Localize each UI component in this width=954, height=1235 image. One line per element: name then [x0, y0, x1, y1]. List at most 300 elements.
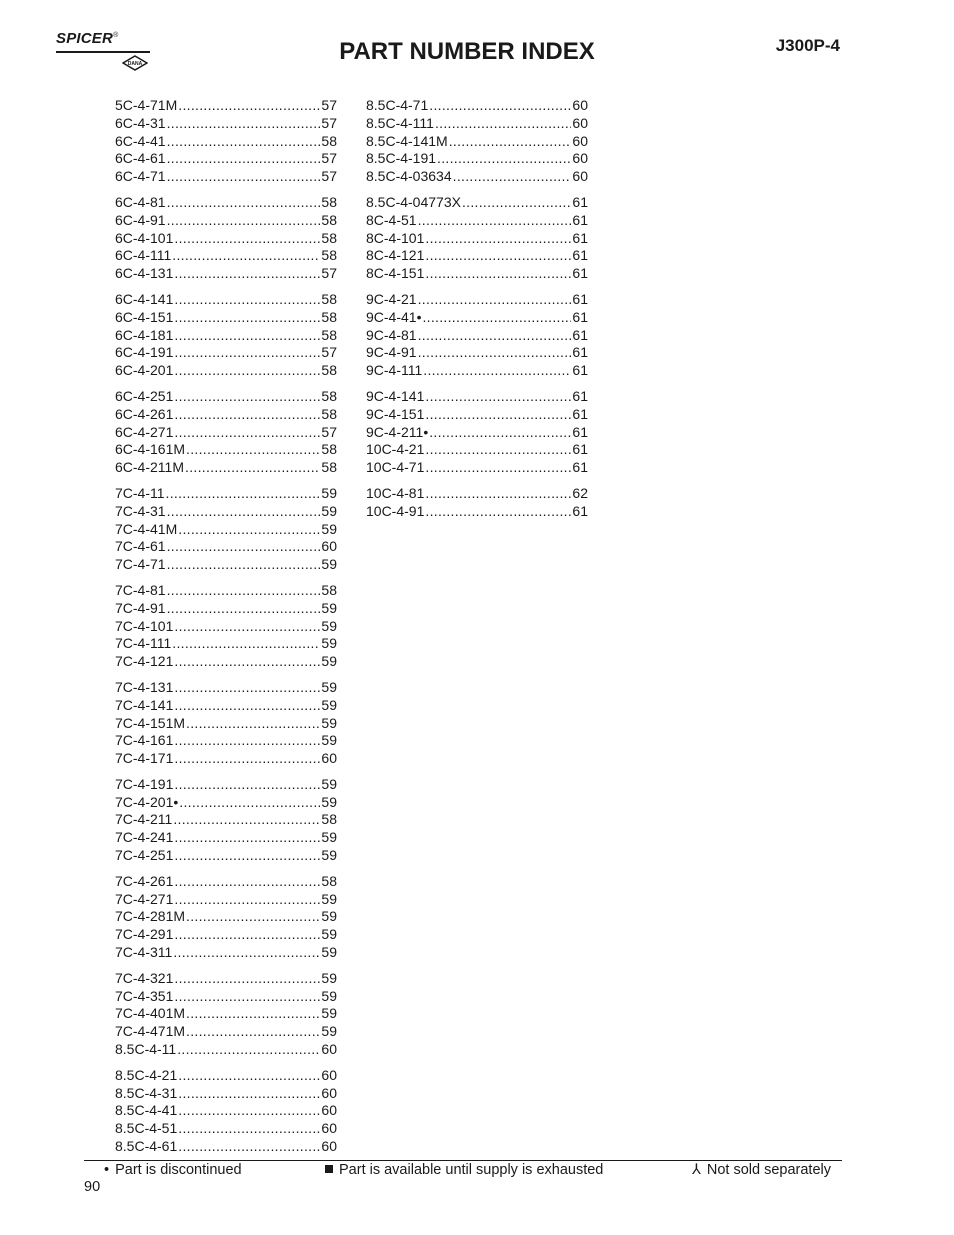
page-reference: 61 — [572, 423, 588, 440]
page-reference: 58 — [321, 290, 337, 307]
index-column-left — [115, 97, 337, 1164]
index-entry — [366, 388, 588, 406]
index-entry — [115, 582, 337, 600]
index-group — [115, 776, 337, 865]
dot-leader — [172, 635, 320, 653]
page-reference: 57 — [321, 114, 337, 131]
page-reference: 61 — [572, 441, 588, 458]
part-number: 7C-4-191 — [115, 775, 174, 792]
part-number: 6C-4-151 — [115, 308, 174, 325]
part-number: 7C-4-151M — [115, 714, 186, 731]
part-number: 8.5C-4-141M — [366, 132, 448, 149]
index-entry — [115, 1085, 337, 1103]
page-reference: 59 — [321, 484, 337, 501]
page-reference: 58 — [321, 326, 337, 343]
part-number: 9C-4-211• — [366, 423, 429, 440]
part-number: 8.5C-4-04773X — [366, 193, 461, 210]
dot-leader — [167, 503, 321, 521]
part-number: 6C-4-211M — [115, 459, 184, 476]
part-number: 6C-4-181 — [115, 326, 174, 343]
part-number: 6C-4-91 — [115, 211, 166, 228]
index-group — [115, 388, 337, 477]
dot-leader — [166, 485, 321, 503]
index-entry — [115, 732, 337, 750]
dot-leader — [174, 230, 320, 248]
dot-leader — [174, 988, 320, 1006]
page-reference: 59 — [321, 793, 337, 810]
part-number: 7C-4-471M — [115, 1023, 186, 1040]
index-entry — [115, 247, 337, 265]
part-number: 6C-4-101 — [115, 229, 174, 246]
part-number: 6C-4-41 — [115, 132, 166, 149]
index-group — [115, 485, 337, 574]
page-title: PART NUMBER INDEX — [339, 38, 595, 65]
index-entry — [366, 327, 588, 345]
dot-leader — [186, 1005, 320, 1023]
page-reference: 60 — [572, 132, 588, 149]
dot-leader — [167, 150, 321, 168]
index-entry — [115, 1005, 337, 1023]
index-group — [115, 873, 337, 962]
registered-mark: ® — [113, 32, 119, 39]
page-number: 90 — [84, 1179, 101, 1195]
part-number: 7C-4-241 — [115, 829, 174, 846]
index-entry — [115, 847, 337, 865]
index-entry — [115, 1041, 337, 1059]
dot-leader — [167, 538, 321, 556]
index-entry — [366, 133, 588, 151]
index-entry — [115, 538, 337, 556]
dot-leader — [167, 194, 321, 212]
dot-leader — [186, 908, 320, 926]
part-number: 7C-4-91 — [115, 599, 166, 616]
page-reference: 61 — [572, 290, 588, 307]
page-reference: 60 — [321, 1102, 337, 1119]
dot-leader — [174, 388, 320, 406]
dot-leader — [418, 327, 572, 345]
dot-leader — [174, 424, 320, 442]
dot-leader — [462, 194, 571, 212]
page-reference: 59 — [321, 520, 337, 537]
dot-leader — [178, 1067, 320, 1085]
page-reference: 58 — [321, 211, 337, 228]
footer-rule — [84, 1160, 842, 1161]
page-reference: 59 — [321, 599, 337, 616]
dot-leader — [429, 97, 571, 115]
page-reference: 61 — [572, 247, 588, 264]
index-entry — [115, 194, 337, 212]
part-number: 8C-4-101 — [366, 229, 425, 246]
page-reference: 61 — [572, 405, 588, 422]
dot-leader — [174, 406, 320, 424]
dot-leader — [174, 362, 320, 380]
index-entry — [115, 115, 337, 133]
index-entry — [115, 503, 337, 521]
legend-text: Part is discontinued — [115, 1162, 242, 1178]
page-reference: 61 — [572, 459, 588, 476]
part-number: 9C-4-141 — [366, 387, 425, 404]
brand-name: SPICER — [56, 30, 114, 47]
index-entry — [115, 600, 337, 618]
dot-leader — [418, 344, 572, 362]
legend-text: Not sold separately — [706, 1162, 831, 1178]
part-number: 10C-4-71 — [366, 459, 425, 476]
index-group — [366, 291, 588, 380]
part-number: 7C-4-71 — [115, 556, 166, 573]
dot-leader — [425, 441, 571, 459]
index-entry — [115, 406, 337, 424]
dot-leader — [174, 926, 320, 944]
part-number: 7C-4-261 — [115, 872, 174, 889]
page-reference: 59 — [321, 696, 337, 713]
part-number: 9C-4-81 — [366, 326, 417, 343]
page-reference: 61 — [572, 308, 588, 325]
dot-leader — [174, 309, 320, 327]
part-number: 8.5C-4-61 — [115, 1138, 178, 1155]
dot-leader — [174, 653, 320, 671]
index-entry — [366, 503, 588, 521]
part-number: 9C-4-41• — [366, 308, 422, 325]
dot-leader — [423, 362, 571, 380]
page-reference: 58 — [321, 872, 337, 889]
dot-leader — [177, 1041, 320, 1059]
part-number: 8C-4-121 — [366, 247, 425, 264]
index-group — [115, 97, 337, 186]
index-entry — [115, 944, 337, 962]
page-reference: 61 — [572, 502, 588, 519]
index-entry — [366, 247, 588, 265]
part-number: 7C-4-271 — [115, 890, 174, 907]
dot-leader — [174, 970, 320, 988]
dot-leader — [435, 115, 571, 133]
index-entry — [115, 653, 337, 671]
index-entry — [366, 212, 588, 230]
not-sold-separately-icon: ⅄ — [692, 1162, 701, 1178]
part-number: 8.5C-4-41 — [115, 1102, 178, 1119]
dot-leader — [178, 1102, 320, 1120]
index-entry — [115, 133, 337, 151]
page-reference: 59 — [321, 775, 337, 792]
index-entry — [115, 150, 337, 168]
part-number: 7C-4-11 — [115, 484, 165, 501]
index-entry — [115, 926, 337, 944]
index-entry — [115, 970, 337, 988]
page-reference: 59 — [321, 714, 337, 731]
index-entry — [115, 891, 337, 909]
index-entry — [115, 212, 337, 230]
dot-leader — [418, 291, 572, 309]
index-entry — [115, 485, 337, 503]
page-reference: 58 — [321, 193, 337, 210]
part-number: 7C-4-251 — [115, 847, 174, 864]
index-entry — [366, 291, 588, 309]
page-reference: 61 — [572, 265, 588, 282]
dot-leader — [173, 944, 320, 962]
part-number: 10C-4-21 — [366, 441, 425, 458]
dot-leader — [437, 150, 571, 168]
page-reference: 59 — [321, 908, 337, 925]
part-number: 6C-4-161M — [115, 441, 186, 458]
part-number: 7C-4-211 — [115, 811, 173, 828]
dot-leader — [167, 115, 321, 133]
index-entry — [115, 265, 337, 283]
index-entry — [115, 362, 337, 380]
page-reference: 59 — [321, 1005, 337, 1022]
dot-leader — [185, 459, 320, 477]
page-reference: 59 — [321, 617, 337, 634]
index-entry — [115, 1023, 337, 1041]
page-reference: 58 — [321, 405, 337, 422]
part-number: 8.5C-4-21 — [115, 1066, 178, 1083]
index-entry — [115, 291, 337, 309]
index-group — [366, 485, 588, 521]
index-entry — [115, 635, 337, 653]
brand-sub: DANA — [127, 61, 143, 67]
page-reference: 58 — [321, 387, 337, 404]
part-number: 8.5C-4-11 — [115, 1041, 177, 1058]
part-number: 7C-4-161 — [115, 732, 174, 749]
part-number: 6C-4-141 — [115, 290, 174, 307]
dot-leader — [422, 309, 571, 327]
index-column-right — [366, 97, 588, 529]
index-entry — [115, 988, 337, 1006]
dot-leader — [167, 133, 321, 151]
part-number: 6C-4-261 — [115, 405, 174, 422]
index-entry — [115, 750, 337, 768]
page-reference: 59 — [321, 635, 337, 652]
page-reference: 60 — [321, 1066, 337, 1083]
index-entry — [115, 230, 337, 248]
page-reference: 60 — [572, 114, 588, 131]
dot-leader — [167, 582, 321, 600]
page-reference: 61 — [572, 387, 588, 404]
part-number: 8C-4-151 — [366, 265, 425, 282]
page-reference: 57 — [321, 168, 337, 185]
page-reference: 61 — [572, 362, 588, 379]
index-group — [366, 194, 588, 283]
part-number: 7C-4-281M — [115, 908, 186, 925]
page-reference: 60 — [321, 750, 337, 767]
bullet-icon: • — [104, 1162, 110, 1178]
page-reference: 60 — [321, 1041, 337, 1058]
index-group — [115, 970, 337, 1059]
dot-leader — [449, 133, 572, 151]
part-number: 6C-4-81 — [115, 193, 166, 210]
page-reference: 57 — [321, 423, 337, 440]
part-number: 6C-4-61 — [115, 150, 166, 167]
page-reference: 59 — [321, 829, 337, 846]
dot-leader — [179, 794, 320, 812]
index-entry — [115, 97, 337, 115]
dot-leader — [167, 556, 321, 574]
part-number: 7C-4-131 — [115, 678, 174, 695]
part-number: 6C-4-191 — [115, 344, 174, 361]
dot-leader — [186, 441, 320, 459]
page-reference: 58 — [321, 308, 337, 325]
index-entry — [366, 485, 588, 503]
index-entry — [115, 715, 337, 733]
index-entry — [115, 1067, 337, 1085]
index-group — [366, 388, 588, 477]
dot-leader — [186, 1023, 320, 1041]
page-reference: 57 — [321, 97, 337, 113]
legend-supply-exhausted — [325, 1162, 603, 1178]
page-reference: 57 — [321, 344, 337, 361]
part-number: 6C-4-111 — [115, 247, 172, 264]
dot-leader — [178, 1085, 320, 1103]
part-number: 6C-4-251 — [115, 387, 174, 404]
part-number: 7C-4-61 — [115, 538, 166, 555]
page-reference: 58 — [321, 811, 337, 828]
index-entry — [366, 97, 588, 115]
dot-leader — [425, 230, 571, 248]
dot-leader — [167, 168, 321, 186]
index-group — [115, 1067, 337, 1156]
page-reference: 61 — [572, 229, 588, 246]
dot-leader — [425, 503, 571, 521]
dot-leader — [174, 873, 320, 891]
part-number: 6C-4-201 — [115, 362, 174, 379]
page-reference: 60 — [321, 1084, 337, 1101]
part-number: 7C-4-401M — [115, 1005, 186, 1022]
page-reference: 58 — [321, 581, 337, 598]
page-reference: 61 — [572, 344, 588, 361]
dot-leader — [174, 750, 320, 768]
page-reference: 58 — [321, 459, 337, 476]
index-entry — [366, 150, 588, 168]
index-entry — [366, 406, 588, 424]
page-reference: 59 — [321, 1023, 337, 1040]
page-reference: 57 — [321, 265, 337, 282]
index-entry — [366, 168, 588, 186]
page-reference: 59 — [321, 987, 337, 1004]
dot-leader — [167, 212, 321, 230]
part-number: 8.5C-4-111 — [366, 114, 434, 131]
dot-leader — [425, 459, 571, 477]
part-number: 6C-4-131 — [115, 265, 174, 282]
page-reference: 58 — [321, 441, 337, 458]
index-entry — [115, 459, 337, 477]
dot-leader — [425, 388, 571, 406]
page-reference: 59 — [321, 926, 337, 943]
dot-leader — [173, 811, 320, 829]
dot-leader — [178, 1138, 320, 1156]
page-reference: 61 — [572, 193, 588, 210]
index-entry — [366, 309, 588, 327]
page-reference: 59 — [321, 653, 337, 670]
part-number: 8.5C-4-51 — [115, 1120, 178, 1137]
dot-leader — [174, 265, 320, 283]
index-entry — [115, 309, 337, 327]
index-group — [115, 291, 337, 380]
part-number: 6C-4-31 — [115, 114, 166, 131]
dot-leader — [174, 291, 320, 309]
index-entry — [115, 811, 337, 829]
dot-leader — [418, 212, 572, 230]
dot-leader — [425, 247, 571, 265]
index-group — [115, 194, 337, 283]
page-reference: 59 — [321, 732, 337, 749]
dot-leader — [174, 847, 320, 865]
legend-discontinued — [104, 1162, 242, 1178]
page-reference: 59 — [321, 890, 337, 907]
part-number: 9C-4-111 — [366, 362, 423, 379]
page-reference: 58 — [321, 229, 337, 246]
dot-leader — [174, 776, 320, 794]
page-reference: 59 — [321, 502, 337, 519]
index-entry — [366, 265, 588, 283]
dot-leader — [174, 344, 320, 362]
page-reference: 61 — [572, 326, 588, 343]
dot-leader — [453, 168, 572, 186]
page-reference: 60 — [572, 150, 588, 167]
dot-leader — [174, 732, 320, 750]
page-reference: 60 — [321, 538, 337, 555]
dot-leader — [429, 424, 571, 442]
dot-leader — [174, 327, 320, 345]
index-entry — [115, 521, 337, 539]
index-entry — [115, 327, 337, 345]
legend-not-sold-separately — [692, 1162, 831, 1178]
index-group — [366, 97, 588, 186]
page-reference: 60 — [572, 168, 588, 185]
dot-leader — [425, 485, 571, 503]
index-group — [115, 582, 337, 671]
document-code: J300P-4 — [775, 36, 840, 55]
part-number: 8C-4-51 — [366, 211, 417, 228]
dot-leader — [186, 715, 320, 733]
index-entry — [115, 1138, 337, 1156]
dot-leader — [178, 521, 320, 539]
part-number: 7C-4-121 — [115, 653, 174, 670]
index-entry — [115, 168, 337, 186]
page-reference: 59 — [321, 847, 337, 864]
part-number: 7C-4-291 — [115, 926, 174, 943]
part-number: 7C-4-171 — [115, 750, 174, 767]
dot-leader — [178, 97, 320, 115]
dot-leader — [174, 891, 320, 909]
page-reference: 59 — [321, 944, 337, 961]
part-number: 9C-4-21 — [366, 290, 417, 307]
page-reference: 59 — [321, 556, 337, 573]
index-entry — [366, 230, 588, 248]
index-entry — [366, 344, 588, 362]
index-entry — [366, 424, 588, 442]
index-entry — [115, 618, 337, 636]
index-entry — [366, 362, 588, 380]
part-number: 6C-4-71 — [115, 168, 166, 185]
page-reference: 57 — [321, 150, 337, 167]
part-number: 7C-4-351 — [115, 987, 174, 1004]
index-entry — [115, 829, 337, 847]
index-entry — [115, 556, 337, 574]
part-number: 8.5C-4-191 — [366, 150, 437, 167]
part-number: 9C-4-151 — [366, 405, 425, 422]
dot-leader — [174, 618, 320, 636]
part-number: 7C-4-81 — [115, 581, 166, 598]
part-number: 7C-4-141 — [115, 696, 174, 713]
index-entry — [366, 115, 588, 133]
part-number: 6C-4-271 — [115, 423, 174, 440]
index-entry — [115, 388, 337, 406]
index-entry — [366, 441, 588, 459]
page-reference: 60 — [321, 1120, 337, 1137]
part-number: 10C-4-81 — [366, 484, 425, 501]
page-reference: 59 — [321, 678, 337, 695]
part-number: 10C-4-91 — [366, 502, 425, 519]
index-entry — [115, 1120, 337, 1138]
part-number: 7C-4-311 — [115, 944, 173, 961]
